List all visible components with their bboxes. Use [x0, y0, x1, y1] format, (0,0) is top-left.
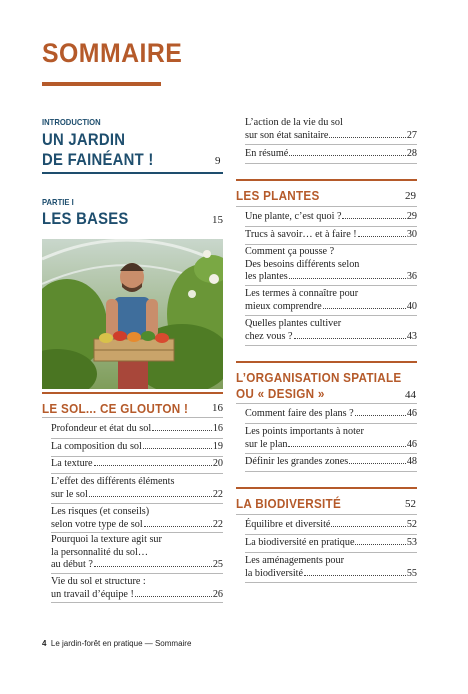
toc-entry-sol-4[interactable]: Les risques (et conseils) selon votre type de sol 22 — [51, 506, 223, 530]
toc-entry-biodiversite-0[interactable]: Équilibre et diversité 52 — [245, 519, 417, 530]
intro-heading-line1: UN JARDIN — [42, 131, 126, 149]
toc-entry-biodiversite-1[interactable]: La biodiversité en pratique 53 — [245, 537, 417, 548]
section-sol-rule — [42, 417, 223, 418]
partie-page-number: 15 — [212, 214, 223, 226]
page-title: SOMMAIRE — [42, 38, 183, 68]
section-biodiversite-heading: LA BIODIVERSITÉ — [236, 496, 342, 511]
toc-divider — [245, 144, 417, 145]
toc-entry-sol-2[interactable]: La texture 20 — [51, 458, 223, 469]
toc-entry-plantes-3[interactable]: Les termes à connaître pour mieux comprendre 40 — [245, 288, 417, 312]
intro-kicker: INTRODUCTION — [42, 117, 101, 127]
toc-entry-organisation-0[interactable]: Comment faire des plans ? 46 — [245, 408, 417, 419]
section-plantes-heading: LES PLANTES — [236, 188, 320, 203]
toc-entry-sol-3[interactable]: L’effet des différents éléments sur le sol 22 — [51, 476, 223, 500]
intro-page-number: 9 — [215, 155, 221, 167]
section-sol-heading: LE SOL... CE GLOUTON ! — [42, 401, 189, 416]
toc-divider — [245, 423, 417, 424]
toc-divider — [245, 163, 417, 164]
section-biodiversite-page: 52 — [405, 498, 416, 510]
toc-divider — [245, 315, 417, 316]
section-biodiversite-rule — [236, 514, 417, 515]
toc-entry-biodiversite-2[interactable]: Les aménagements pour la biodiversité 55 — [245, 555, 417, 579]
intro-heading-line2: DE FAINÉANT ! — [42, 151, 154, 169]
toc-entry-sol-5[interactable]: Pourquoi la texture agit sur la personnalité du sol… au début ? 25 — [51, 534, 223, 570]
toc-divider — [245, 345, 417, 346]
footer-text: Le jardin-forêt en pratique — Sommaire — [50, 639, 192, 648]
toc-divider — [245, 534, 417, 535]
toc-divider — [245, 471, 417, 472]
gardener-photo — [42, 239, 223, 389]
toc-divider — [51, 503, 223, 504]
toc-divider — [51, 473, 223, 474]
toc-divider — [51, 532, 223, 533]
toc-divider — [245, 453, 417, 454]
toc-divider — [245, 244, 417, 245]
partie-heading: LES BASES — [42, 210, 129, 228]
toc-divider — [51, 602, 223, 603]
toc-entry-plantes-1[interactable]: Trucs à savoir… et à faire ! 30 — [245, 229, 417, 240]
toc-divider — [245, 552, 417, 553]
section-plantes-top-rule — [236, 179, 417, 181]
section-organisation-top-rule — [236, 361, 417, 363]
toc-divider — [51, 573, 223, 574]
section-plantes-page: 29 — [405, 190, 416, 202]
intro-rule — [42, 172, 223, 174]
toc-divider — [51, 456, 223, 457]
toc-entry-solcont-1[interactable]: En résumé 28 — [245, 148, 417, 159]
toc-entry-plantes-2[interactable]: Comment ça pousse ? Des besoins différents selon les plantes 36 — [245, 246, 417, 282]
toc-entry-plantes-0[interactable]: Une plante, c’est quoi ? 29 — [245, 211, 417, 222]
title-underline — [42, 82, 161, 86]
page-footer — [42, 639, 191, 648]
section-organisation-heading-line2: OU « DESIGN » — [236, 386, 325, 401]
toc-entry-sol-1[interactable]: La composition du sol 19 — [51, 441, 223, 452]
toc-divider — [245, 226, 417, 227]
section-biodiversite-top-rule — [236, 487, 417, 489]
section-organisation-heading-line1: L’ORGANISATION SPATIALE — [236, 370, 402, 385]
section-organisation-page: 44 — [405, 389, 416, 401]
toc-divider — [51, 438, 223, 439]
toc-entry-organisation-1[interactable]: Les points importants à noter sur le plan 46 — [245, 426, 417, 450]
toc-divider — [245, 582, 417, 583]
section-organisation-rule — [236, 403, 417, 404]
section-sol-page: 16 — [212, 402, 223, 414]
toc-divider — [245, 285, 417, 286]
toc-entry-sol-6[interactable]: Vie du sol et structure : un travail d’équipe ! 26 — [51, 576, 223, 600]
partie-kicker: PARTIE I — [42, 197, 74, 207]
photo-rule — [42, 392, 223, 394]
toc-entry-plantes-4[interactable]: Quelles plantes cultiver chez vous ? 43 — [245, 318, 417, 342]
toc-entry-organisation-2[interactable]: Définir les grandes zones 48 — [245, 456, 417, 467]
toc-entry-solcont-0[interactable]: L’action de la vie du sol sur son état sanitaire 27 — [245, 117, 417, 141]
section-plantes-rule — [236, 206, 417, 207]
footer-page-number: 4 — [42, 639, 47, 648]
toc-entry-sol-0[interactable]: Profondeur et état du sol 16 — [51, 423, 223, 434]
